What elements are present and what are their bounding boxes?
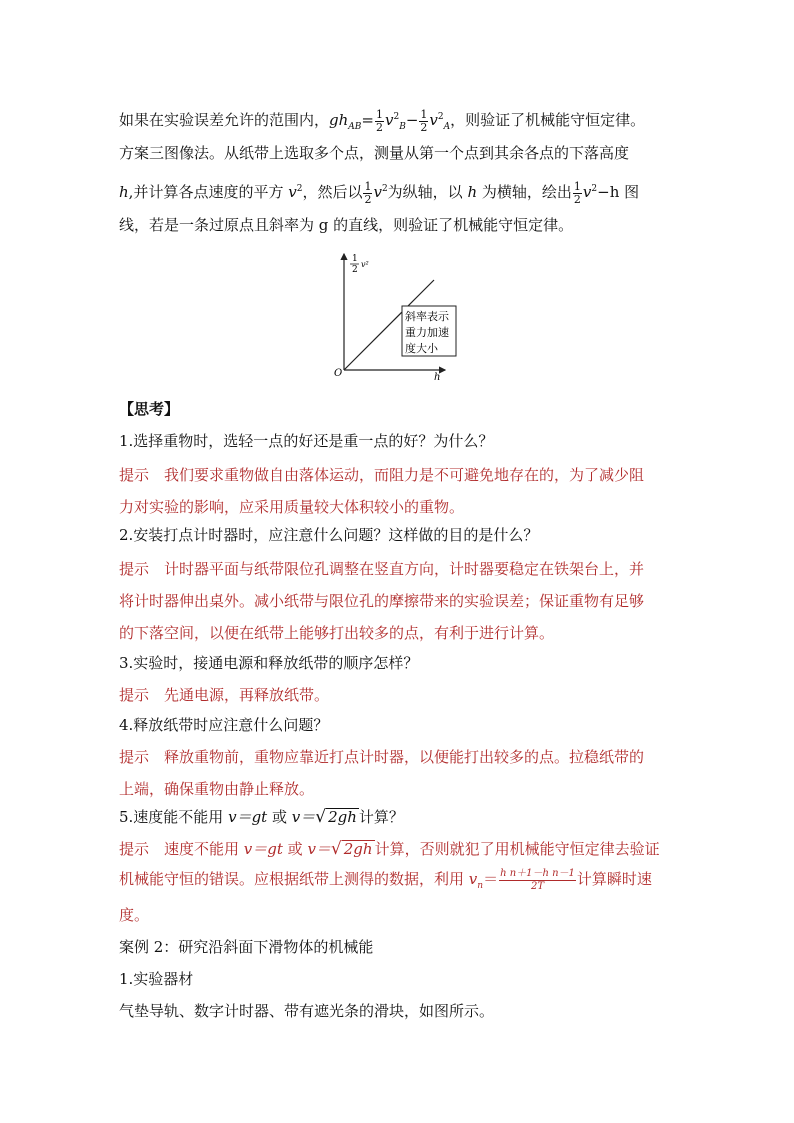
- section-heading: 【思考】: [119, 400, 180, 418]
- question-5: 5.速度能不能用 v＝gt 或 v＝√ 2gh 计算？: [119, 807, 404, 827]
- x-axis-label: h: [434, 372, 441, 380]
- y-axis-label-num: 1: [352, 254, 358, 264]
- answer-4-line-1: 提示 释放重物前，重物应靠近打点计时器，以便能打出较多的点。拉稳纸带的: [119, 748, 645, 766]
- answer-2-line-3: 的下落空间，以便在纸带上能够打出较多的点，有利于进行计算。: [119, 624, 555, 642]
- paragraph-line: 方案三图像法。从纸带上选取多个点，测量从第一个点到其余各点的下落高度: [119, 144, 630, 162]
- answer-3: 提示 先通电源，再释放纸带。: [119, 686, 330, 704]
- origin-label: O: [334, 368, 343, 379]
- y-axis-label-var: v²: [361, 260, 369, 269]
- answer-5-line-2: 机械能守恒的错误。应根据纸带上测得的数据，利用 $v_n=$ $\frac{\text{h n＋1－h n－1}}{2T}$ 计算瞬时速: [119, 867, 652, 892]
- paragraph-line: h,并计算各点速度的平方 $v^2$，然后以 $\frac{1}{2}$ $v^2$为纵轴，以 h 为横轴，绘出 $\frac{1}{2}$ $v^2-h$ 图: [119, 179, 640, 206]
- annotation-leader: [394, 312, 402, 320]
- paragraph-line: 气垫导轨、数字计时器、带有遮光条的滑块，如图所示。: [119, 1002, 495, 1020]
- question-4: 4.释放纸带时应注意什么问题？: [119, 716, 329, 734]
- annotation-line-3: 度大小: [405, 342, 438, 355]
- y-axis-label-den: 2: [352, 265, 358, 275]
- question-3: 3.实验时，接通电源和释放纸带的顺序怎样？: [119, 654, 419, 672]
- equation-line: 如果在实验误差允许的范围内，$gh_{AB}=$ $\frac{1}{2}$ $v^2_B-$ $\frac{1}{2}$ $v^2_A$，则验证了机械能守恒定律。: [119, 107, 646, 134]
- answer-4-line-2: 上端，确保重物由静止释放。: [119, 780, 315, 798]
- answer-5-line-1: 提示 速度不能用 v＝gt 或 v＝√ 2gh 计算，否则就犯了用机械能守恒定律去验证: [119, 839, 660, 859]
- subsection-title: 1.实验器材: [119, 970, 194, 988]
- answer-2-line-2: 将计时器伸出桌外。减小纸带与限位孔的摩擦带来的实验误差；保证重物有足够: [119, 592, 645, 610]
- question-1: 1.选择重物时，选轻一点的好还是重一点的好？为什么？: [119, 432, 494, 450]
- case-title: 案例 2：研究沿斜面下滑物体的机械能: [119, 938, 374, 956]
- annotation-line-1: 斜率表示: [405, 310, 449, 323]
- question-2: 2.安装打点计时器时，应注意什么问题？这样做的目的是什么？: [119, 526, 539, 544]
- answer-5-line-3: 度。: [119, 906, 150, 924]
- answer-1-line-1: 提示 我们要求重物做自由落体运动，而阻力是不可避免地存在的，为了减少阻: [119, 466, 645, 484]
- answer-2-line-1: 提示 计时器平面与纸带限位孔调整在竖直方向，计时器要稳定在铁架台上，并: [119, 560, 645, 578]
- annotation-line-2: 重力加速: [405, 326, 449, 339]
- paragraph-line: 线，若是一条过原点且斜率为 g 的直线，则验证了机械能守恒定律。: [119, 216, 574, 234]
- v2-h-graph: [330, 250, 460, 380]
- answer-1-line-2: 力对实验的影响，应采用质量较大体积较小的重物。: [119, 498, 465, 516]
